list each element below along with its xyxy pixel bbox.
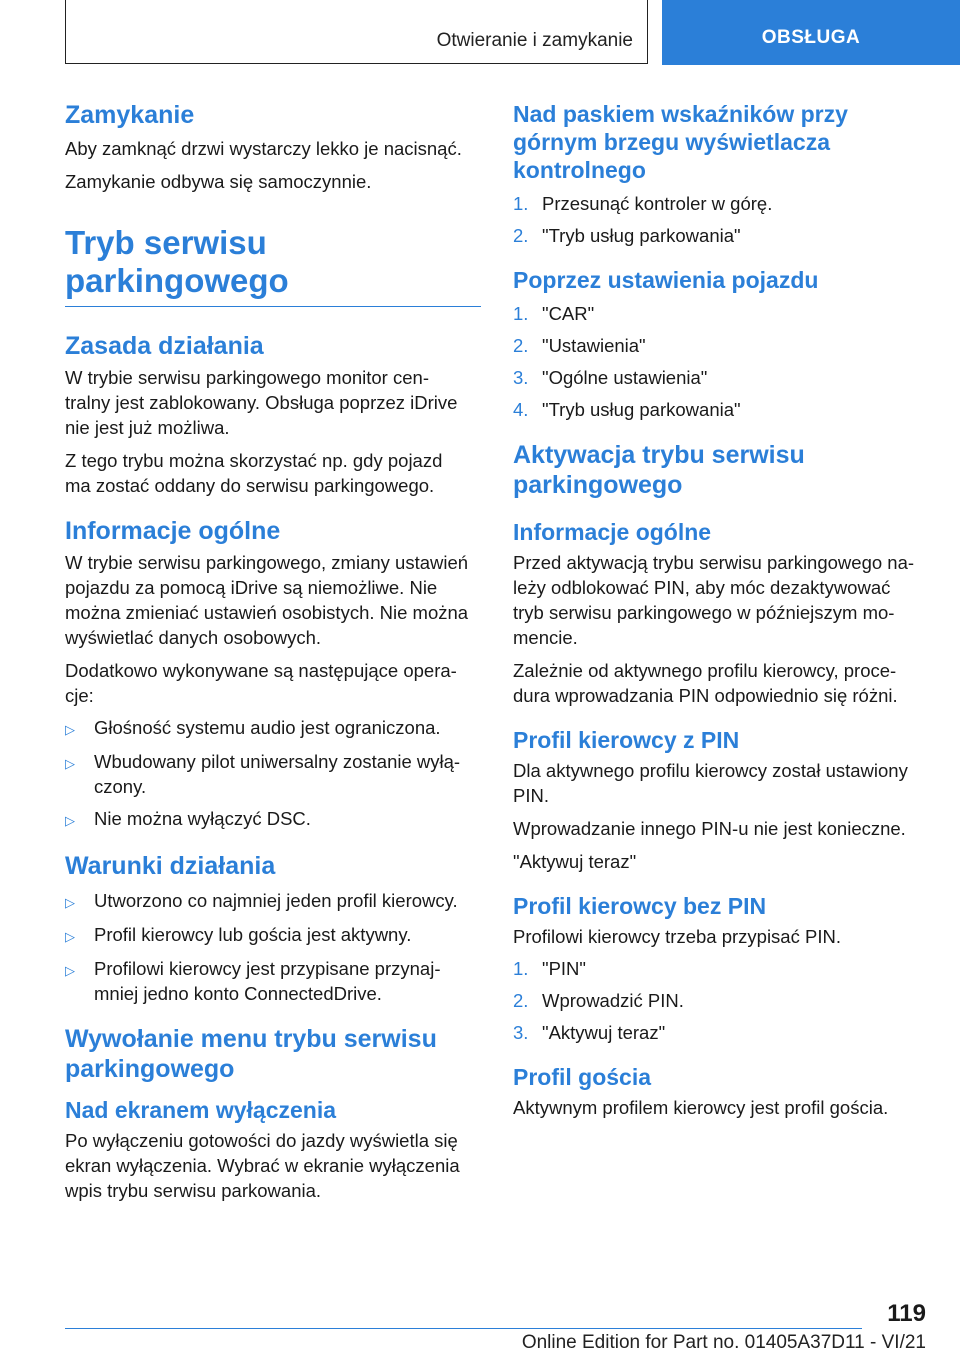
footer-divider [65,1328,862,1329]
step-text: "Ogólne ustawienia" [542,367,708,388]
list-item [65,888,481,915]
paragraph-line: ma zostać oddany do serwisu parkingowego. [65,475,435,496]
paragraph-line: wpis trybu serwisu parkowania. [65,1180,322,1201]
step-item [513,397,925,422]
header-frame [65,0,648,64]
triangle-right-icon: ▷ [65,963,75,978]
paragraph-line: Z tego trybu można skorzystać np. gdy pojazd [65,450,443,471]
triangle-right-icon: ▷ [65,756,75,771]
paragraph-line: Po wyłączeniu gotowości do jazdy wyświetla się [65,1130,458,1151]
heading-nad-paskiem [513,100,925,184]
paragraph: Zamykanie odbywa się samoczynnie. [65,171,372,192]
step-number: 1. [513,958,529,979]
list-item [65,715,481,742]
step-text: "Aktywuj teraz" [542,1022,666,1043]
list-item-text: mniej jedno konto ConnectedDrive. [94,983,382,1004]
heading-informacje-2: Informacje ogólne [513,519,712,545]
list-item [65,922,481,949]
heading-line: Wywołanie menu trybu serwisu [65,1025,437,1053]
paragraph-line: można zmieniać ustawień osobistych. Nie można [65,602,469,623]
paragraph-line: Wprowadzanie innego PIN-u nie jest konieczne. [513,818,906,839]
paragraph: Aby zamknąć drzwi wystarczy lekko je nacisnąć. [65,138,462,159]
step-item [513,365,925,390]
triangle-right-icon: ▷ [65,722,75,737]
heading-zasada: Zasada działania [65,332,264,360]
heading-tryb-serwisu [65,224,481,307]
step-text: "Tryb usług parkowania" [542,225,741,246]
paragraph-line: nie jest już możliwa. [65,417,230,438]
step-item [513,988,925,1013]
heading-line: górnym brzegu wyświetlacza [513,129,830,155]
heading-zamykanie: Zamykanie [65,101,195,129]
heading-profil-goscia: Profil gościa [513,1064,652,1090]
heading-line: parkingowego [65,1055,235,1083]
triangle-right-icon: ▷ [65,929,75,944]
paragraph-line: cje: [65,685,94,706]
heading-informacje: Informacje ogólne [65,517,281,545]
paragraph-line: Aktywnym profilem kierowcy jest profil gościa. [513,1097,889,1118]
paragraph-line: mencie. [513,627,578,648]
list-item-text: Nie można wyłączyć DSC. [94,808,311,829]
paragraph-line: tryb serwisu parkingowego w późniejszym mo- [513,602,895,623]
paragraph-line: PIN. [513,785,549,806]
heading-line: Nad paskiem wskaźników przy [513,101,848,127]
list-item [65,806,481,833]
step-number: 3. [513,367,529,388]
page-number: 119 [887,1300,926,1327]
paragraph-line: "Aktywuj teraz" [513,851,637,872]
step-text: "Tryb usług parkowania" [542,399,741,420]
step-text: "Ustawienia" [542,335,646,356]
step-text: Przesunąć kontroler w górę. [542,193,773,214]
paragraph-line: Dodatkowo wykonywane są następujące opera- [65,660,457,681]
paragraph-line: ekran wyłączenia. Wybrać w ekranie wyłączenia [65,1155,460,1176]
list-item [65,956,481,1006]
step-item [513,301,925,326]
triangle-right-icon: ▷ [65,813,75,828]
heading-line: Aktywacja trybu serwisu [513,441,805,469]
step-number: 2. [513,990,529,1011]
step-number: 1. [513,193,529,214]
step-number: 1. [513,303,529,324]
list-item-text: Głośność systemu audio jest ograniczona. [94,717,441,738]
step-item [513,333,925,358]
heading-z-pin: Profil kierowcy z PIN [513,727,740,753]
heading-ustawienia: Poprzez ustawienia pojazdu [513,267,819,293]
list-item-text: Profilowi kierowcy jest przypisane przynaj- [94,958,441,979]
paragraph-line: wyświetlać danych osobowych. [65,627,322,648]
step-number: 2. [513,335,529,356]
heading-wywolanie [65,1024,481,1084]
heading-warunki: Warunki działania [65,852,276,880]
heading-bez-pin: Profil kierowcy bez PIN [513,893,767,919]
heading-line: kontrolnego [513,157,646,183]
paragraph-line: dura wprowadzania PIN odpowiednio się różni. [513,685,898,706]
paragraph-line: leży odblokować PIN, aby móc dezaktywować [513,577,891,598]
heading-line: parkingowego [513,471,683,499]
paragraph-line: tralny jest zablokowany. Obsługa poprzez iDrive [65,392,458,413]
paragraph-line: Przed aktywacją trybu serwisu parkingowego na- [513,552,915,573]
step-number: 4. [513,399,529,420]
heading-nad-ekranem: Nad ekranem wyłączenia [65,1097,337,1123]
triangle-right-icon: ▷ [65,895,75,910]
list-item-text: Utworzono co najmniej jeden profil kierowcy. [94,890,458,911]
paragraph-line: pojazdu za pomocą iDrive są niemożliwe. Nie [65,577,438,598]
step-item [513,223,925,248]
header-chapter-tab: OBSŁUGA [662,0,960,65]
paragraph-line: Dla aktywnego profilu kierowcy został ustawiony [513,760,908,781]
header-section-title: Otwieranie i zamykanie [436,30,633,51]
list-item [65,749,481,799]
step-item [513,1020,925,1045]
list-item-text: czony. [94,776,147,797]
heading-line: Tryb serwisu [65,224,267,261]
heading-aktywacja [513,440,925,500]
footer-edition: Online Edition for Part no. 01405A37D11 - VI/21 [521,1332,926,1353]
right-column [513,100,925,1120]
step-number: 3. [513,1022,529,1043]
heading-line: parkingowego [65,262,289,299]
left-column [65,100,481,1203]
step-item [513,191,925,216]
step-item [513,956,925,981]
paragraph-line: Profilowi kierowcy trzeba przypisać PIN. [513,926,841,947]
step-text: "PIN" [542,958,586,979]
list-item-text: Profil kierowcy lub gościa jest aktywny. [94,924,412,945]
step-number: 2. [513,225,529,246]
step-text: Wprowadzić PIN. [542,990,684,1011]
paragraph-line: W trybie serwisu parkingowego monitor cen- [65,367,429,388]
step-text: "CAR" [542,303,595,324]
paragraph-line: Zależnie od aktywnego profilu kierowcy, proce- [513,660,897,681]
paragraph-line: W trybie serwisu parkingowego, zmiany ustawień [65,552,469,573]
list-item-text: Wbudowany pilot uniwersalny zostanie wyłą- [94,751,461,772]
